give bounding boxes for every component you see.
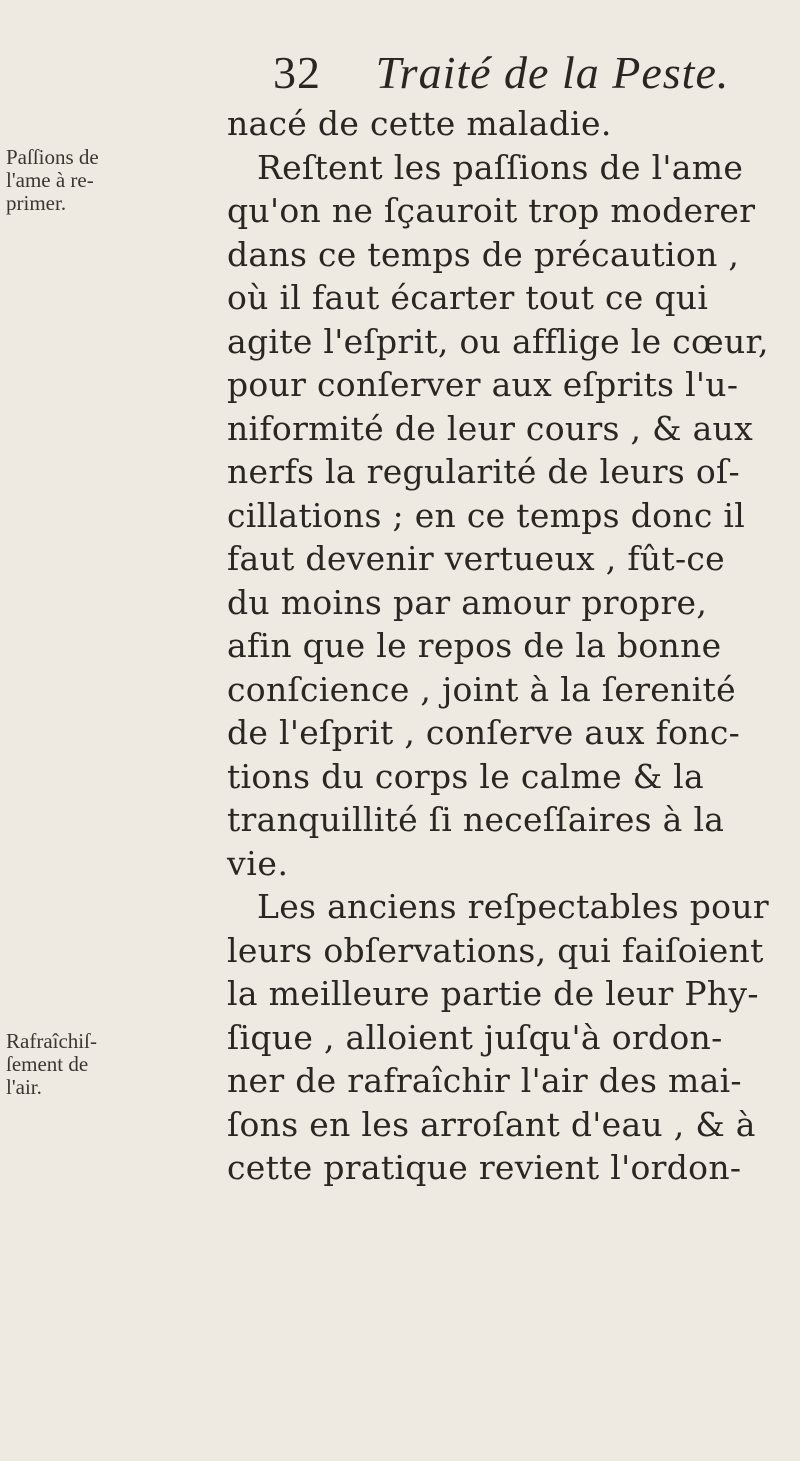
text-line: tranquillité ſi neceſſaires à la: [227, 800, 725, 839]
text-line: niformité de leur cours , & aux: [227, 408, 754, 448]
margin-note-line: Paſſions de: [6, 145, 99, 169]
margin-note-line: l'air.: [6, 1075, 42, 1099]
running-title: Traité de la Peste.: [375, 47, 730, 98]
margin-note-passions: [6, 146, 99, 215]
text-line: dans ce temps de précaution ,: [227, 234, 740, 274]
text-line: cette pratique revient l'ordon-: [227, 1148, 742, 1187]
text-line: qu'on ne ſçauroit trop moderer: [227, 191, 756, 230]
text-line: de l'eſprit , conſerve aux fonc-: [227, 713, 741, 752]
margin-note-line: l'ame à re-: [6, 168, 94, 192]
text-line: nerfs la regularité de leurs oſ-: [227, 452, 740, 491]
margin-note-line: primer.: [6, 191, 67, 215]
text-line: pour conſerver aux eſprits l'u-: [227, 365, 739, 404]
text-line: nacé de cette maladie.: [227, 104, 612, 143]
text-line: conſcience , joint à la ſerenité: [227, 669, 736, 709]
text-line: la meilleure partie de leur Phy-: [227, 974, 759, 1013]
text-line: du moins par amour propre,: [227, 582, 708, 622]
text-line: vie.: [227, 843, 289, 883]
text-line: ſique , alloient juſqu'à ordon-: [227, 1017, 723, 1057]
margin-note-line: Rafraîchiſ-: [6, 1029, 97, 1053]
margin-note-rafraichissement: [6, 1030, 97, 1099]
text-line: ner de rafraîchir l'air des mai-: [227, 1061, 742, 1100]
text-line: cillations ; en ce temps donc il: [227, 495, 746, 535]
text-line: leurs obſervations, qui faiſoient: [227, 930, 764, 970]
text-line: ſons en les arroſant d'eau , & à: [227, 1104, 756, 1144]
body-text: [227, 102, 787, 1190]
paragraph-start-line: Les anciens reſpectables pour: [257, 887, 769, 926]
page-number: 32: [273, 47, 321, 98]
text-line: où il faut écarter tout ce qui: [227, 278, 709, 317]
page-header: [273, 42, 729, 103]
paragraph-start-line: Reſtent les paſſions de l'ame: [257, 147, 744, 187]
text-line: faut devenir vertueux , fût-ce: [227, 539, 726, 578]
text-line: agite l'eſprit, ou afflige le cœur,: [227, 321, 769, 361]
margin-note-line: ſement de: [6, 1052, 89, 1076]
text-line: tions du corps le calme & la: [227, 756, 704, 796]
text-line: afin que le repos de la bonne: [227, 626, 722, 665]
